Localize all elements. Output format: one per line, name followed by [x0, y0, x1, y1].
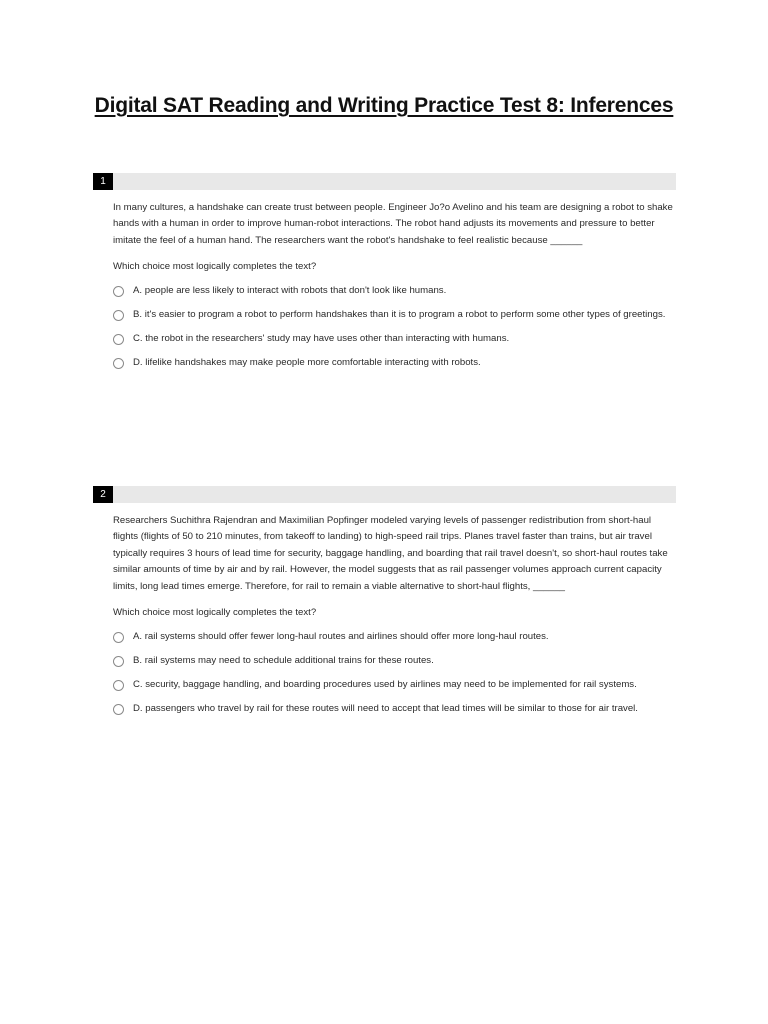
answer-choice-label: B. it's easier to program a robot to perform handshakes than it is to program a robot to perform some other types of greetings.: [133, 309, 666, 321]
question-header: [93, 486, 676, 503]
answer-choice-label: A. rail systems should offer fewer long-haul routes and airlines should offer more long-haul routes.: [133, 631, 549, 643]
answer-choices: [113, 629, 676, 717]
answer-choice-a[interactable]: [113, 283, 685, 299]
question-passage: In many cultures, a handshake can create trust between people. Engineer Jo?o Avelino and his team are designing a robot to shake hands with a human in order to improve human-robot interactions. The robot hand adjusts its movements and pressure to better imitate the feel of a human hand. The researchers want the robot's handshake to feel realistic because ______: [113, 202, 673, 246]
question-passage: Researchers Suchithra Rajendran and Maximilian Popfinger modeled varying levels of passenger redistribution from short-haul flights (flights of 50 to 210 minutes, from takeoff to landing) to high-speed rail trips. Planes travel faster than trains, but air travel typically requires 3 hours of lead time for security, baggage handling, and boarding that rail travel doesn't, so short-haul routes take similar amounts of time by air and by rail. However, the model suggests that as rail passenger volumes approach current capacity limits, long lead times emerge. Therefore, for rail to remain a viable alternative to short-haul flights, ______: [113, 515, 668, 592]
radio-button-icon[interactable]: [113, 680, 124, 691]
answer-choice-c[interactable]: [113, 331, 685, 347]
answer-choice-d[interactable]: [113, 701, 685, 717]
answer-choice-a[interactable]: [113, 629, 685, 645]
answer-choice-label: B. rail systems may need to schedule additional trains for these routes.: [133, 655, 434, 667]
radio-button-icon[interactable]: [113, 358, 124, 369]
question-1: [93, 173, 676, 379]
page-title: Digital SAT Reading and Writing Practice Test 8: Inferences: [94, 94, 674, 117]
radio-button-icon[interactable]: [113, 656, 124, 667]
question-prompt: Which choice most logically completes the text?: [113, 261, 317, 273]
answer-choice-label: D. passengers who travel by rail for these routes will need to accept that lead times will be similar to those for air travel.: [133, 703, 638, 715]
answer-choice-label: C. the robot in the researchers' study may have uses other than interacting with humans.: [133, 333, 510, 345]
question-number-badge: 1: [93, 173, 113, 190]
answer-choice-label: D. lifelike handshakes may make people more comfortable interacting with robots.: [133, 357, 481, 369]
answer-choices: [113, 283, 676, 371]
answer-choice-b[interactable]: [113, 653, 685, 669]
radio-button-icon[interactable]: [113, 334, 124, 345]
answer-choice-label: A. people are less likely to interact with robots that don't look like humans.: [133, 285, 447, 297]
radio-button-icon[interactable]: [113, 704, 124, 715]
answer-choice-b[interactable]: [113, 307, 685, 323]
answer-choice-c[interactable]: [113, 677, 685, 693]
question-prompt: Which choice most logically completes the text?: [113, 607, 317, 619]
radio-button-icon[interactable]: [113, 310, 124, 321]
answer-choice-label: C. security, baggage handling, and boarding procedures used by airlines may need to be implemented for rail systems.: [133, 679, 637, 691]
radio-button-icon[interactable]: [113, 286, 124, 297]
question-2: [93, 486, 676, 725]
answer-choice-d[interactable]: [113, 355, 685, 371]
radio-button-icon[interactable]: [113, 632, 124, 643]
question-header: [93, 173, 676, 190]
question-number-badge: 2: [93, 486, 113, 503]
